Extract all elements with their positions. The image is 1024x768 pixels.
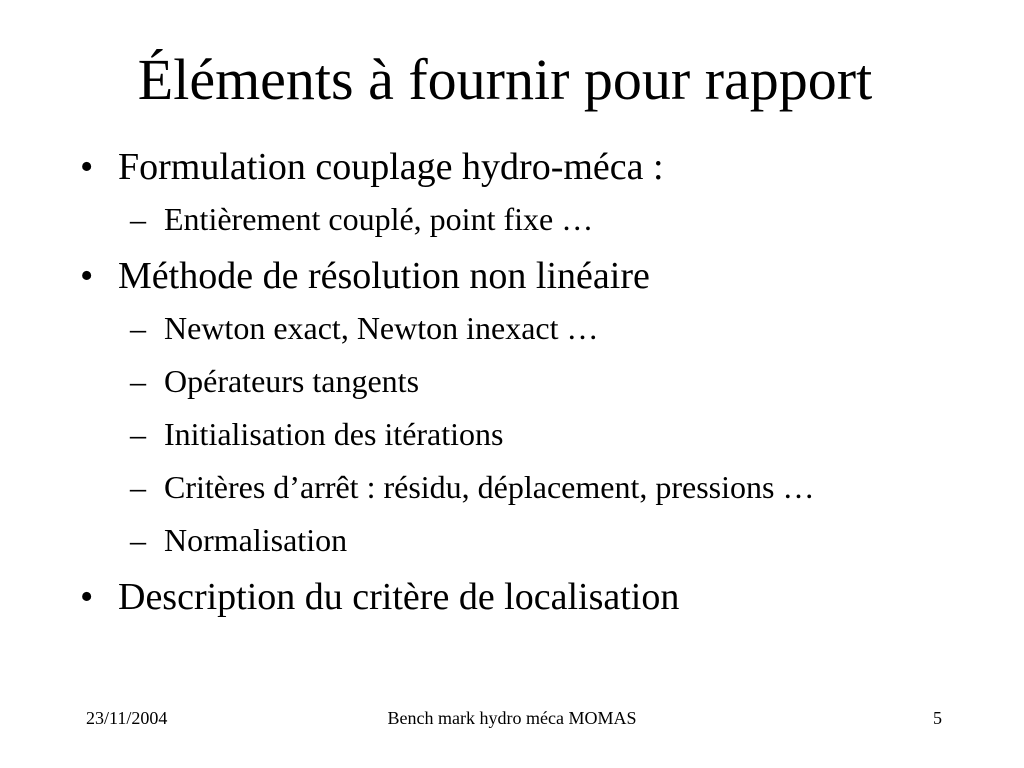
dash-icon: – (130, 416, 146, 452)
page-number: 5 (933, 708, 942, 728)
bullet-item (80, 570, 940, 624)
footer-title: Bench mark hydro méca MOMAS (387, 708, 637, 728)
sub-bullet-text: Newton exact, Newton inexact … (164, 310, 599, 346)
slide-body (80, 140, 940, 626)
dash-icon: – (130, 310, 146, 346)
bullet-text: Description du critère de localisation (118, 576, 680, 618)
bullet-item (80, 249, 940, 303)
sub-bullet-text: Initialisation des itérations (164, 416, 504, 452)
dash-icon: – (130, 363, 146, 399)
bullet-icon: • (80, 146, 94, 188)
sub-bullet-item (80, 305, 940, 351)
bullet-text: Formulation couplage hydro-méca : (118, 146, 664, 188)
dash-icon: – (130, 201, 146, 237)
sub-bullet-item (80, 464, 940, 510)
sub-bullet-item (80, 358, 940, 404)
sub-bullet-item (80, 517, 940, 563)
dash-icon: – (130, 469, 146, 505)
slide-title: Éléments à fournir pour rapport (137, 47, 873, 112)
sub-bullet-item (80, 411, 940, 457)
sub-bullet-text: Normalisation (164, 522, 348, 558)
bullet-item (80, 140, 940, 194)
dash-icon: – (130, 522, 146, 558)
sub-bullet-text: Opérateurs tangents (164, 363, 420, 399)
sub-bullet-item (80, 196, 940, 242)
bullet-icon: • (80, 576, 94, 618)
footer-date: 23/11/2004 (86, 708, 168, 728)
sub-bullet-text: Critères d’arrêt : résidu, déplacement, pressions … (164, 469, 815, 505)
sub-bullet-text: Entièrement couplé, point fixe … (164, 201, 594, 237)
bullet-text: Méthode de résolution non linéaire (118, 255, 650, 297)
bullet-icon: • (80, 255, 94, 297)
